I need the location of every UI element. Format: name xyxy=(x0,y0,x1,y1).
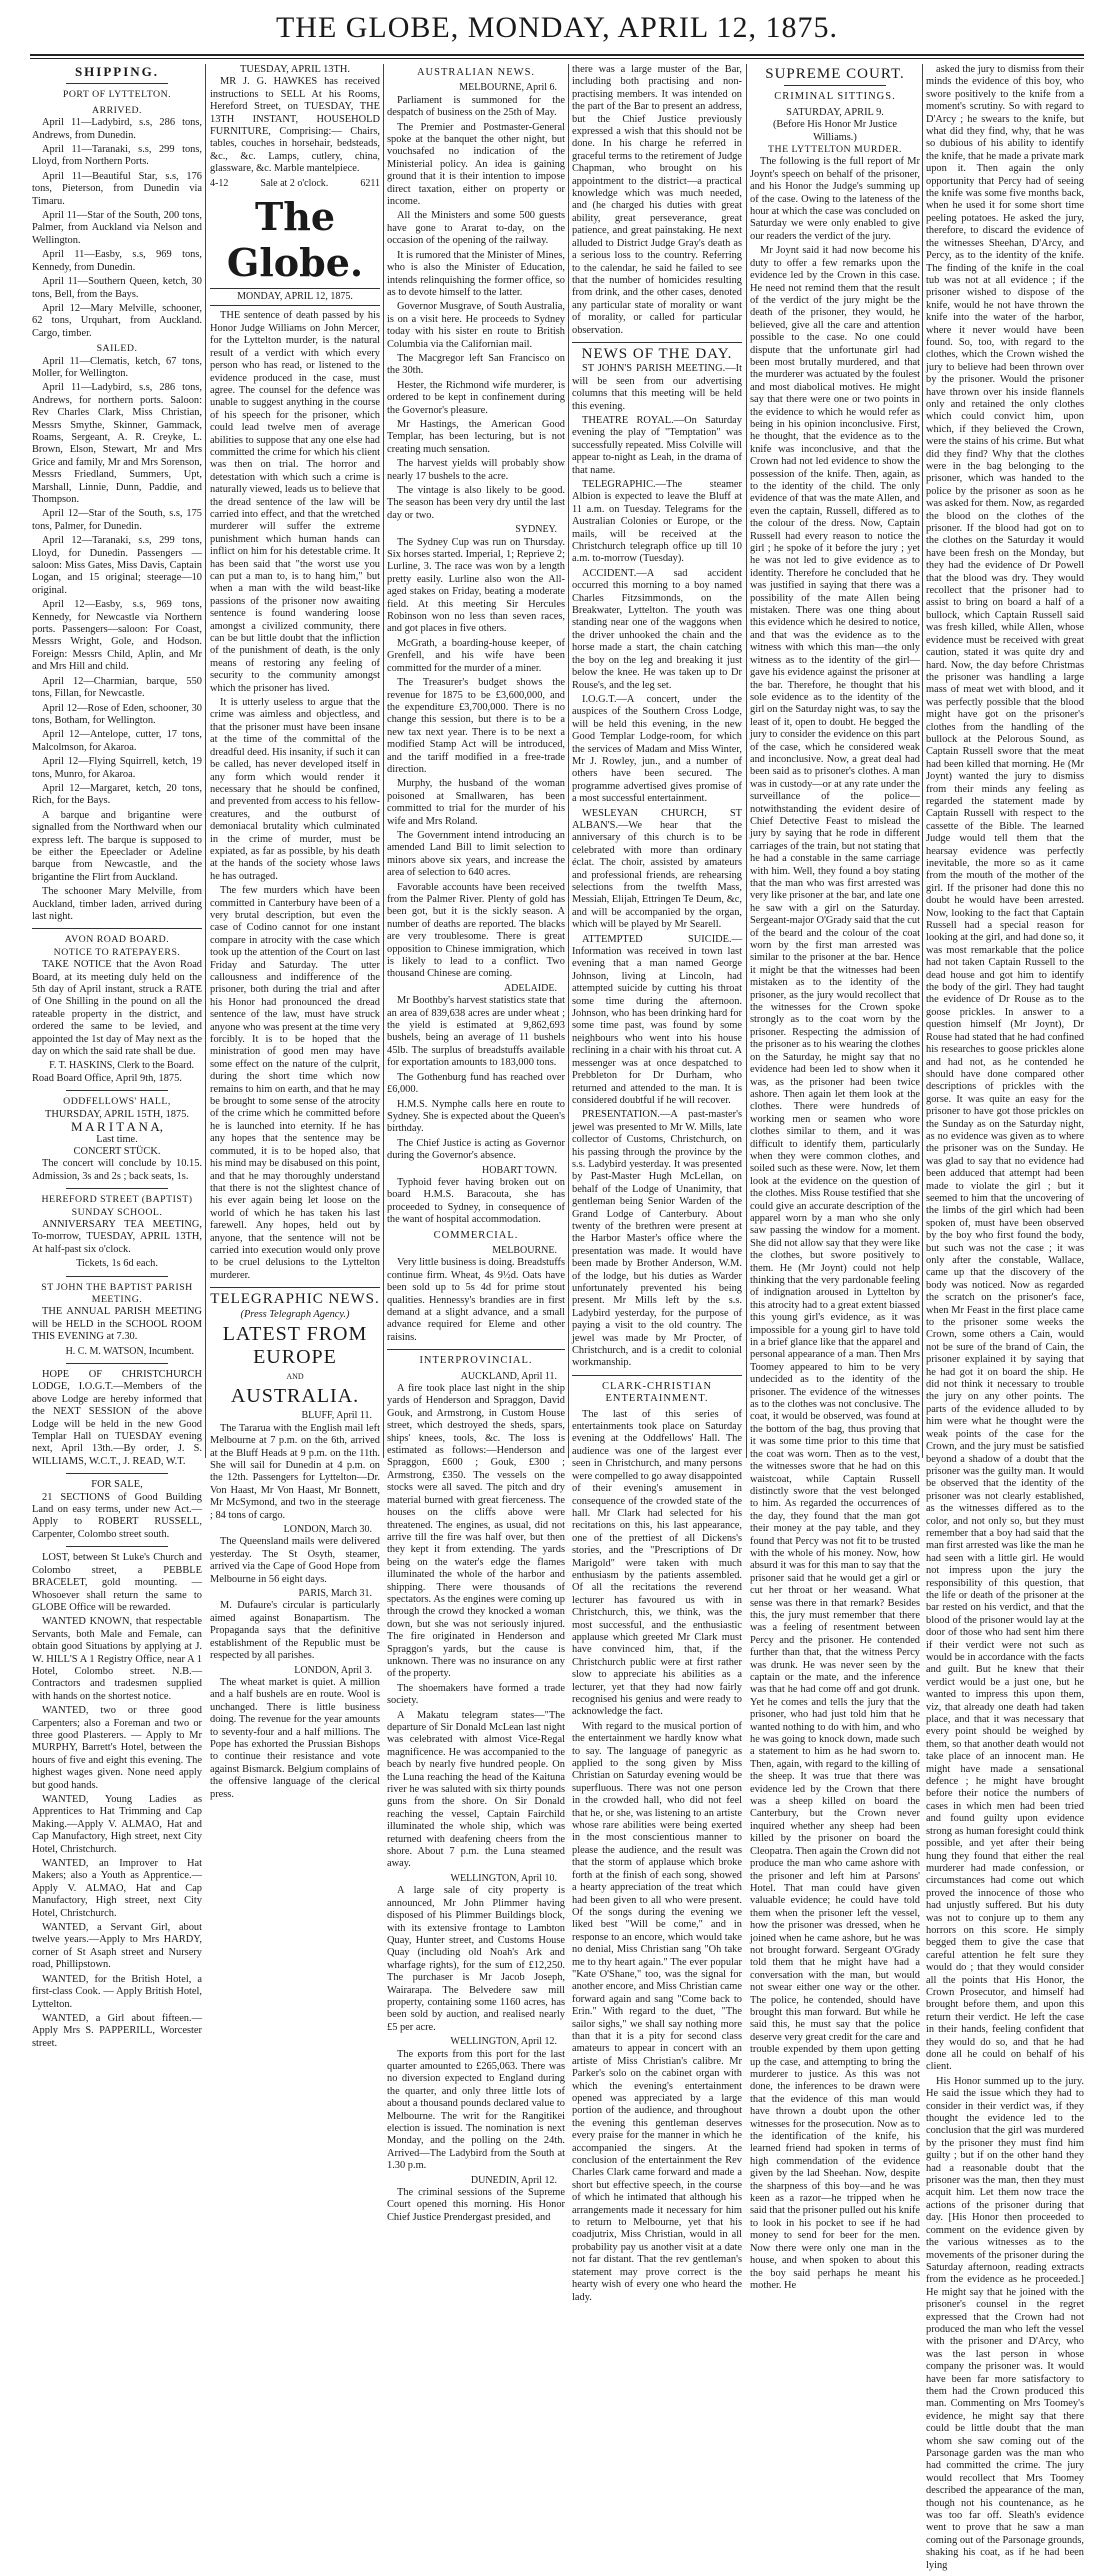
column-news-of-the-day xyxy=(572,64,742,2303)
dateline-melbourne: MELBOURNE, April 6. xyxy=(459,82,557,94)
wellington-report-2: The exports from this port for the last quarter amounted to £265,063. There was no diversion expected to England during the quarter, and only three little lots of about a thousand pounds declared value to Melbourne. The writ for the Rangitikei election is issued. The nomination is next Monday, and the polling on the 24th. Arrived—The Ladybird from the South at 1.30 p.m. xyxy=(387,2048,565,2172)
melbourne-reports xyxy=(387,95,565,522)
avon-subheading: NOTICE TO RATEPAYERS. xyxy=(53,946,181,958)
leader-paragraph: The few murders which have been committed in Canterbury have been of a very brutal description, but even the case of Codino cannot for one instant compare in atrocity with the case which took up the attention of the Court on last Friday and Saturday. The utter callousness and indifference of the prisoner, both during the trial and after his Honor had pronounced the dread sentence of the law, must have struck anyone who was present at the time very forcibly. It is to be hoped that the ministration of good men may have some effect on the nature of the culprit, during the short time which now remains to him on earth, and that he may be brought to some sense of the atrocity of the crime which he committed before he is launched into eternity. If he has any hopes that the sentence may be commuted, it is to be hoped also, that his mind may be disabused on this point, and that he may thoroughly understand that there is not the slightest chance of his ever again being let loose on the world of which he has taken his last farewell. Any hopes, held out by anyone, that the sentence will not be carried into execution would only prove to be cruel delusions to the Lyttelton murderer. xyxy=(210,885,380,1281)
case-heading: THE LYTTELTON MURDER. xyxy=(768,144,902,156)
arrival-entry: April 11—Star of the South, 200 tons, Palmer, from Auckland via Nelson and Wellington. xyxy=(32,210,202,246)
sydney-reports xyxy=(387,537,565,981)
stjohn-heading: ST JOHN THE BAPTIST PARISH MEETING. xyxy=(41,1281,193,1305)
dateline-wellington: WELLINGTON, April 10. xyxy=(450,1872,557,1884)
sailing-entry: April 12—Antelope, cutter, 17 tons, Malcolmson, for Akaroa. xyxy=(32,729,202,753)
court-paragraph: The following is the full report of Mr Joynt's speech on behalf of the prisoner, and his Honor the Judge's summing up of the case. Owing to the lateness of the hour at which the case was concluded on Saturday we were only enabled to give our readers the verdict of the jury. xyxy=(750,156,920,242)
london-report-2: The wheat market is quiet. A million and a half bushels are en route. Wool is unchanged. There is little business doing. The revenue for the year amounts to seventy-four and a half millions. The Pope has exhorted the Prussian Bishops to continue their resistance and vote against Bismarck. Belgium complains of the offensive language of the clerical press. xyxy=(210,1676,380,1800)
sydney-item: Murphy, the husband of the woman poisoned at Smallwaren, has been committed to trial for the murder of his wife and Mrs Roland. xyxy=(387,778,565,827)
leader-paragraph: THE sentence of death passed by his Honor Judge Williams on John Mercer, for the Lyttelton murder, is the natural result of a verdict with which every person who has read, or listened to the evidence produced in the case, must agree. The counsel for the defence was unable to suggest anything in the course of his speech for the prisoner, which could lead twelve men of average abilities to suppose that any one else had committed the crime for which his client was then on trial. The horror and detestation with which such a crime is naturally viewed, leads us to believe that the dread sentence of the law will be carried into effect, and that the wretched murderer will suffer the extreme punishment which human hands can inflict on him for his detestable crime. It has been said that "the worst use you can put a man to, is to hang him," but when a man with the wild beast-like passions of the prisoner now awaiting sentence is found wandering loose amongst a civilized community, there can be but little doubt that the infliction of the punishment of death, is the only means of restoring any feeling of security to the community amongst which the prisoner has lived. xyxy=(210,310,380,694)
melbourne-item: Governor Musgrave, of South Australia, is on a visit here. He proceeds to Sydney today with his sister en route to British Columbia via the Californian mail. xyxy=(387,301,565,350)
headline-and: AND xyxy=(286,1371,304,1381)
wanted-ad: WANTED, a Girl about fifteen.—Apply Mrs S. PAPPERILL, Worcester street. xyxy=(32,2012,202,2049)
dateline-bluff: BLUFF, April 11. xyxy=(301,1410,372,1422)
shipping-notes xyxy=(32,810,202,924)
globe-dateline: MONDAY, APRIL 12, 1875. xyxy=(210,288,380,306)
auction-date: TUESDAY, APRIL 13TH. xyxy=(240,64,350,75)
bluff-report: The Tararua with the English mail left Melbourne at 7 p.m. on the 6th, arrived at the Bluff Heads at 9 p.m. on the 11th. She will sail for Dunedin at 4 p.m. on the 12th. Passengers for Lyttelton—Dr. Von Haast, Mr Von Haast, Mr Bonnett, Mr McSymond, and two in the steerage ; 84 tons of cargo. xyxy=(210,1422,380,1521)
arrived-list xyxy=(32,117,202,340)
arrival-entry: April 11—Taranaki, s.s, 299 tons, Lloyd, from Northern Ports. xyxy=(32,144,202,168)
news-item: THEATRE ROYAL.—On Saturday evening the play of "Temptation" was successfully repeated. Miss Colville will appear to-night as Leah, in the drama of that name. xyxy=(572,414,742,476)
hobart-report: Typhoid fever having broken out on board H.M.S. Baracouta, she has proceeded to Sydney, in consequence of the want of hospital accommodation. xyxy=(387,1176,565,1226)
telegraphic-heading: TELEGRAPHIC NEWS. xyxy=(210,1291,380,1308)
arrival-entry: April 11—Easby, s.s, 969 tons, Kennedy, from Dunedin. xyxy=(32,249,202,273)
dateline-wellington-2: WELLINGTON, April 12. xyxy=(450,2036,557,2048)
adelaide-reports xyxy=(387,995,565,1162)
stjohn-notice: THE ANNUAL PARISH MEETING will be HELD in the SCHOOL ROOM THIS EVENING at 7.30. xyxy=(32,1306,202,1343)
auction-footer xyxy=(210,178,380,190)
wanted-ad: WANTED, an Improver to Hat Makers; also a Youth as Apprentice.—Apply V. ALMAO, Hat and Cap Manufactory, High street, next City Hotel, Christchurch. xyxy=(32,1858,202,1919)
headline-australia: AUSTRALIA. xyxy=(230,1385,360,1408)
globe-nameplate: The Globe. xyxy=(226,194,364,286)
melbourne-item: Hester, the Richmond wife murderer, is ordered to be kept in confinement during the Governor's pleasure. xyxy=(387,379,565,416)
wanted-ad: WANTED, Young Ladies as Apprentices to Hat Trimming and Cap Making.—Apply V. ALMAO, Hat and Cap Manufactory, High street, next City Hotel, Christchurch. xyxy=(32,1794,202,1855)
arrival-entry: April 11—Ladybird, s.s, 286 tons, Andrews, from Dunedin. xyxy=(32,117,202,141)
avon-heading: AVON ROAD BOARD. xyxy=(64,934,170,946)
news-items xyxy=(572,363,742,1370)
divider xyxy=(66,1473,168,1474)
concert-notice: The concert will conclude by 10.15. Admission, 3s and 2s ; back seats, 1s. xyxy=(32,1158,202,1182)
auckland-report-3: A Makatu telegram states—"The departure of Sir Donald McLean last night was celebrated with almost Vice-Regal magnificence. He was accompanied to the beach by nearly five hundred people. On the Luna reaching the head of the Kaituna river he was saluted with six thirty pounds guns from the shore. On Sir Donald reaching the vessel, Captain Fairchild illuminated the whole ship, which was returned with deafening cheers from the shore. About 7 p.m. the Luna steamed away. xyxy=(387,1709,565,1870)
shipping-note: The schooner Mary Melville, from Auckland, timber laden, arrived during last night. xyxy=(32,886,202,922)
dunedin-continued: there was a large muster of the Bar, including both practising and non-practising members. It was intended on the part of the Bar to present an address, but the Chief Justice previously expressed a wish that this should not be done. In his charge he referred in graceful terms to the retirement of Judge Chapman, who brought on his appointment to the district—a practical knowledge which was much needed, and (he charged his duties with great ability, great perseverance, great patience, and great painstaking. He next alluded to District Judge Gray's death as a serious loss to the country. Referring to the calendar, he said he failed to see that the number of homicides resulting from drink, and the other cases, denoted any particular state of morality or want of morality, or called for particular observation. xyxy=(572,64,742,336)
maritana-title: M A R I T A N A, xyxy=(71,1119,163,1135)
adelaide-item: The Chief Justice is acting as Governor during the Governor's absence. xyxy=(387,1137,565,1162)
news-item: ST JOHN'S PARISH MEETING.—It will be seen from our advertising columns that this meeting will be held this evening. xyxy=(572,363,742,412)
dateline-paris: PARIS, March 31. xyxy=(298,1588,372,1600)
avon-office: Road Board Office, April 9th, 1875. xyxy=(32,1072,182,1084)
auckland-report: A fire took place last night in the ship yards of Henderson and Spraggon, David Gouk, and Armstrong, in Custom House street, which destroyed the sheds, spars, ships' knees, tools, &c. The loss is estimated as follows:—Henderson and Spraggon, £600 ; Gouk, £300 ; Armstrong, £350. The vessels on the stocks were all saved. The pitch and dry material burned with great fierceness. The houses on the cliffs above were threatened. The engines, as usual, did not arrive till the fire was half over, but then they kept it from extending. The yards being on the water's edge the flames illuminated the whole of the harbor and shipping. There were thousands of spectators. As the engines were coming up through the crowd they knocked a woman down, but she was not seriously injured. The fire originated in Henderson and Spraggon's yards, but the cause is unknown. There was no insurance on any of the property. xyxy=(387,1383,565,1680)
sailed-heading: SAILED. xyxy=(96,343,138,355)
melbourne-item: The vintage is also likely to be good. The season has been very dry until the last day or two. xyxy=(387,485,565,521)
court-report-continued xyxy=(926,64,1084,2572)
stjohn-signature: H. C. M. WATSON, Incumbent. xyxy=(65,1345,194,1357)
port-heading: PORT OF LYTTELTON. xyxy=(62,89,172,101)
melbourne-item: The harvest yields will probably show nearly 17 bushels to the acre. xyxy=(387,458,565,482)
column-australian-news xyxy=(387,64,565,2223)
divider xyxy=(572,1375,742,1376)
leader-article xyxy=(210,310,380,1282)
shipping-heading: SHIPPING. xyxy=(74,64,160,79)
sale-notice: 21 SECTIONS of Good Building Land on easy terms, under new Act.—Apply to ROBERT RUSSELL, Carpenter, Colombo street south. xyxy=(32,1491,202,1540)
commercial-heading: COMMERCIAL. xyxy=(433,1229,519,1241)
arrival-entry: April 11—Beautiful Star, s.s, 176 tons, Pieterson, from Dunedin via Timaru. xyxy=(32,170,202,207)
column-shipping xyxy=(32,64,202,2049)
column-divider xyxy=(205,64,206,1458)
news-item: ATTEMPTED SUICIDE.—Information was received in town last evening that a man named George Johnson, living at Lincoln, had attempted suicide by cutting his throat some time during the afternoon. Johnson, who has been drinking hard for some time past, was found by some neighbours who went into his house reclining in a chair with his throat cut. A messenger was at once despatched to Prebbleton for Dr Durham, who returned and attended to the man. It is considered doubtful if he will recover. xyxy=(572,933,742,1106)
paris-report: M. Dufaure's circular is particularly aimed against Bonapartism. The Propaganda says that the definitive establishment of the Republic must be respected by all parishes. xyxy=(210,1600,380,1662)
news-item: WESLEYAN CHURCH, ST ALBAN'S.—We hear that the anniversary of this church is to be celebrated with more than ordinary éclat. The choir, assisted by amateurs and professional friends, are rehearsing selections from the twelfth Mass, Messiah, Elijah, Ettringen Te Deum, &c, and will be accompanied by the organ, which will be played by Mr Searell. xyxy=(572,807,742,931)
divider xyxy=(66,83,168,84)
melbourne-item: The Premier and Postmaster-General spoke at the banquet the other night, but vouchsafed no indication of the Ministerial policy. An idea is gaining ground that it is their intention to impose direct taxation, either on property or income. xyxy=(387,121,565,208)
dateline-london: LONDON, March 30. xyxy=(283,1524,372,1536)
wanted-ad: WANTED KNOWN, that respectable Servants, both Male and Female, can obtain good Situations by applying at J. W. HILL'S A 1 Registry Office, near A 1 Hotel, Colombo street. N.B.—Contractors and tradesmen supplied with hands on the shortest notice. xyxy=(32,1616,202,1702)
sailing-entry: April 11—Clematis, ketch, 67 tons, Moller, for Wellington. xyxy=(32,355,202,379)
court-report xyxy=(750,156,920,2292)
avon-signature: F. T. HASKINS, Clerk to the Board. xyxy=(49,1060,194,1072)
dateline-adelaide: ADELAIDE. xyxy=(503,982,557,994)
dateline-sydney: SYDNEY. xyxy=(515,524,557,536)
sittings-heading: CRIMINAL SITTINGS. xyxy=(774,91,896,103)
auction-ref: 4-12 xyxy=(210,177,229,189)
auction-number: 6211 xyxy=(360,177,380,189)
auction-time: Sale at 2 o'clock. xyxy=(260,177,329,189)
clark-paragraph: With regard to the musical portion of the entertainment we hardly know what to say. The language of panegyric as applied to the song given by Miss Christian on Saturday evening would be superfluous. There was not one person in the crowded hall, who did not feel that he, or she, was listening to an artiste whose rare abilities were being exerted in the most conscientious manner to please the audience, and the result was that the storm of applause which broke forth at the finish of each song, showed a hearty appreciation of the treat which had been given to all who were present. Of the songs during the evening we liked best "Will be come," and in response to an encore, which would take no denial, Miss Christian sang "Oh take me to thy heart again." The ever popular "Kate O'Shane," too, was the signal for another encore, and Miss Christian came forward again and sang "Come back to Erin." With regard to the duet, "The sailor sighs," we shall say nothing more than that it is a pity for second class amateurs to appear in concert with an artiste of Miss Christian's calibre. Mr Parker's solo on the cabinet organ with which the evening's entertainment opened was appreciated by a large portion of the audience, and throughout the evening this gentleman deserves every praise for the manner in which he accompanied the singers. At the conclusion of the entertainment the Rev Charles Clark came forward and made a short but effective speech, in the course of which he intimated that although his arrangements made it necessary for him to return to Melbourne, yet that his coadjutrix, Miss Christian, would in all probability pay us another visit at a date not far distant. That the rev gentleman's statement may prove correct is the hearty wish of every one who heard the lady. xyxy=(572,1720,742,2303)
agency-credit: (Press Telegraph Agency.) xyxy=(240,1308,350,1320)
wanted-list xyxy=(32,1616,202,2050)
for-sale-heading: FOR SALE, xyxy=(91,1479,143,1491)
dunedin-report: The criminal sessions of the Supreme Court opened this morning. His Honor Chief Justice Prendergast presided, and xyxy=(387,2187,565,2223)
dateline-dunedin: DUNEDIN, April 12. xyxy=(470,2174,557,2186)
dateline-auckland: AUCKLAND, April 11. xyxy=(460,1370,557,1382)
adelaide-item: The Gothenburg fund has reached over £6,000. xyxy=(387,1071,565,1096)
commercial-report: Very little business is doing. Breadstuffs continue firm. Wheat, 4s 9½d. Oats have been sold up to 5s 4d for prime stout qualities. Hennessy's brandies are in first demand at a slight advance, and a small advance required for Eleme and other raisins. xyxy=(387,1257,565,1343)
clark-paragraph: The last of this series of entertainments took place on Saturday evening at the Oddfellows' Hall. The audience was one of the largest ever seen in Christchurch, and many persons were compelled to go away disappointed of their evening's amusement in consequence of the crowded state of the hall. Mr Clark had selected for his recitations on this, his last appearance, one of the prettiest of all Dickens's stories, and the "Prescriptions of Dr Marigold" were taken with much enthusiasm by the patients assembled. Of all the recitations the reverend lecturer has favoured us with in Christchurch, this, we think, was the most successful, and the enthusiastic applause which greeted Mr Clark must have convinced him, that, if the Christchurch public were at first rather slow to appreciate his abilities as a lecturer, yet that they had now fairly recognised his genius and were ready to acknowledge the fact. xyxy=(572,1408,742,1718)
dateline-commercial: MELBOURNE. xyxy=(492,1244,557,1256)
oddfellows-date: THURSDAY, APRIL 15TH, 1875. xyxy=(45,1108,189,1120)
auckland-report-2: The shoemakers have formed a trade society. xyxy=(387,1682,565,1707)
divider xyxy=(66,1363,168,1364)
sailing-entry: April 12—Star of the South, s.s, 175 tons, Palmer, for Dunedin. xyxy=(32,508,202,532)
masthead-rule-thin xyxy=(30,58,1084,59)
arrival-entry: April 11—Southern Queen, ketch, 30 tons, Bell, from the Bays. xyxy=(32,276,202,300)
masthead-title: THE GLOBE, MONDAY, APRIL 12, 1875. xyxy=(275,11,839,44)
column-divider xyxy=(922,64,923,1458)
sailing-entry: April 12—Charmian, barque, 550 tons, Fillan, for Newcastle. xyxy=(32,675,202,700)
column-globe-leader xyxy=(210,64,380,1800)
divider xyxy=(32,928,202,929)
arrival-entry: April 12—Mary Melville, schooner, 62 tons, Urquhart, from Auckland. Cargo, timber. xyxy=(32,302,202,339)
headline-europe: LATEST FROM EUROPE xyxy=(222,1322,368,1368)
divider xyxy=(66,1188,168,1189)
leader-paragraph: It is utterly useless to argue that the crime was aimless and objectless, and that the prisoner must have been insane at the time of the committal of the dreadful deed. His insanity, if such it can be called, has never developed itself in any form which would render it necessary that he should be confined, and prevented from access to his fellow-creatures, and the outburst of demoniacal brutality which culminated in the crime of murder, must be expiated, as far as possible, by his death at the hands of the society whose laws he has outraged. xyxy=(210,697,380,882)
shipping-note: A barque and brigantine were signalled from the Northward when our express left. The barque is supposed to be either the Epeeclader or Adeline barque from Newcastle, and the brigantine the Flirt from Auckland. xyxy=(32,809,202,883)
clark-heading: CLARK-CHRISTIAN ENTERTAINMENT. xyxy=(601,1380,713,1405)
divider xyxy=(66,1546,168,1547)
divider xyxy=(784,85,886,86)
melbourne-item: Mr Hastings, the American Good Templar, has been lecturing, but is not creating much sensation. xyxy=(387,418,565,455)
sailing-entry: April 12—Flying Squirrell, ketch, 19 tons, Munro, for Akaroa. xyxy=(32,756,202,780)
column-divider xyxy=(746,64,747,1458)
court-paragraph: His Honor summed up to the jury. He said the issue which they had to consider in their verdict was, if they thought the evidence led to the conclusion that the girl was murdered by the prisoner they must find him guilty ; but if on the other hand they had a reasonable doubt that the prisoner was the man, then they must acquit him. Let them now trace the actions of the prisoner during that day. [His Honor then proceeded to comment on the evidence given by the various witnesses as to the movements of the prisoner during the Saturday afternoon, reading extracts from the evidence as he proceeded.] He might say that he joined with the prisoner's counsel in the regret expressed that the Crown had not produced the man who left the vessel with the prisoner and D'Arcy, who was the last person in whose company the prisoner was. It would have been far more satisfactory to them had the Crown produced this man. Commenting on Mrs Toomey's evidence, he might say that there could be little doubt that the man whom she saw coming out of the Parsonage garden was the man who had committed the crime. The jury would recollect that Mrs Toomey described the appearance of the man, though not his countenance, as he was too far off. Sleath's evidence went to prove that he saw a man coming out of the Parsonage grounds, shaking his coat, as if he had been lying xyxy=(926,2075,1084,2571)
sailing-entry: April 11—Ladybird, s.s, 286 tons, Andrews, for northern ports. Saloon: Rev Charles Clark, Miss Christian, Messrs Smythe, Skinner, Gammack, Roams, Sergeant, A. R. Creyke, L. Brown, Elson, Stewart, Mr and Mrs Grice and family, Mr and Mrs Sorenson, Messrs Friedland, Summers, Upt, Marshall, Linnie, Dunn, Paddie, and Thompson. xyxy=(32,382,202,505)
dateline-london-2: LONDON, April 3. xyxy=(294,1664,372,1676)
auction-notice: MR J. G. HAWKES has received instructions to SELL At his Rooms, Hereford Street, on TUESDAY, THE 13TH INSTANT, HOUSEHOLD FURNITURE, Comprising:— Chairs, tables, couches in horsehair, bedsteads, &c., &c. Lamps, cutlery, china, glassware, &c. Marble mantelpiece. xyxy=(210,76,380,175)
column-court-continued xyxy=(926,64,1085,2571)
sailing-entry: April 12—Rose of Eden, schooner, 30 tons, Botham, for Wellington. xyxy=(32,702,202,726)
melbourne-item: The Macgregor left San Francisco on the 30th. xyxy=(387,352,565,377)
london-report: The Queensland mails were delivered yesterday. The St Osyth, steamer, arrived via the Cape of Good Hope from Melbourne in 56 eight days. xyxy=(210,1536,380,1585)
melbourne-item: All the Ministers and some 500 guests have gone to Ararat to-day, on the occasion of the opening of the railway. xyxy=(387,210,565,247)
hereford-tickets: Tickets, 1s 6d each. xyxy=(76,1258,158,1270)
arrived-heading: ARRIVED. xyxy=(92,104,142,116)
sydney-item: The Sydney Cup was run on Thursday. Six horses started. Imperial, 1; Reprieve 2; Lurline, 3. The race was won by a length pretty easily. Lurline also won the All-aged stakes on Friday, beating a moderate field. At this meeting Sir Hercules Robinson won no less than seven races, and got places in five others. xyxy=(387,536,565,635)
divider xyxy=(572,342,742,343)
last-time: Last time. xyxy=(96,1133,138,1145)
divider xyxy=(387,1349,565,1350)
adelaide-item: Mr Boothby's harvest statistics state that an area of 839,638 acres are under wheat ; the yield is estimated at 9,862,693 bushels, being an average of 11 bushels 45lb. The surplus of breadstuffs available for exportation amounts to 183,000 tons. xyxy=(387,995,565,1069)
news-item: TELEGRAPHIC.—The steamer Albion is expected to leave the Bluff at 11 a.m. on Tuesday. Telegrams for the Australian Colonies or Europe, or the mails, will be received at the Christchurch telegraph office up till 10 a.m. to-morrow (Tuesday). xyxy=(572,479,742,565)
australian-heading: AUSTRALIAN NEWS. xyxy=(416,67,536,78)
wanted-ad: WANTED, a Servant Girl, about twelve years.—Apply to Mrs HARDY, corner of St Asaph street and Nursery road, Phillipstown. xyxy=(32,1922,202,1971)
sailed-list xyxy=(32,356,202,808)
sailing-entry: April 12—Easby, s.s, 969 tons, Kennedy, for Newcastle via Northern ports. Passengers—saloon: For Coast, Messrs Wright, Gole, and Hodson. Foreign: Messrs Child, Aplin, and Mr and Mrs Hill and child. xyxy=(32,599,202,673)
column-supreme-court xyxy=(750,64,920,2291)
sydney-item: The Treasurer's budget shows the revenue for 1875 to be £3,600,000, and the expenditure £3,700,000. There is no change this session, but there is to be a new tax next year. There is to be next a modified Stamp Act will be introduced, and the tariff modified in a free-trade direction. xyxy=(387,677,565,775)
news-heading: NEWS OF THE DAY. xyxy=(581,345,733,362)
lost-notice: LOST, between St Luke's Church and Colombo street, a PEBBLE BRACELET, gold mounting. — Whosoever shall return the same to GLOBE Office will be rewarded. xyxy=(32,1552,202,1613)
news-item: ACCIDENT.—A sad accident occurred this morning to a boy named Charles Fitzsimmonds, on the Breakwater, Lyttelton. The youth was standing near one of the waggons when the driver unhooked the chain and the horse made a start, the chain catching the boy on the leg and breaking it just below the knee. He was taken up to Dr Rouse's, and the leg set. xyxy=(572,567,742,691)
column-divider xyxy=(568,64,569,1458)
wanted-ad: WANTED, for the British Hotel, a first-class Cook. — Apply British Hotel, Lyttelton. xyxy=(32,1973,202,2010)
dateline-hobart: HOBART TOWN. xyxy=(482,1164,557,1176)
avon-notice: TAKE NOTICE that the Avon Road Board, at its meeting duly held on the 5th day of April instant, struck a RATE of One Shilling in the pound on all the rateable property in the district, and ordered the same to be levied, and appointed the 1st day of May next as the day on which the said rate shall be due. xyxy=(32,959,202,1058)
hereford-notice: ANNIVERSARY TEA MEETING, To-morrow, TUESDAY, APRIL 13TH, At half-past six o'clock. xyxy=(32,1218,202,1255)
sailing-entry: April 12—Margaret, ketch, 20 tons, Rich, for the Bays. xyxy=(32,782,202,807)
hereford-heading: HEREFORD STREET (BAPTIST) SUNDAY SCHOOL. xyxy=(41,1194,193,1218)
interprovincial-heading: INTERPROVINCIAL. xyxy=(419,1355,533,1367)
lodge-notice: HOPE OF CHRISTCHURCH LODGE, I.O.G.T.—Members of the above Lodge are hereby informed that the NEXT SESSION of the above Lodge will be held in the new Good Templar Hall on TUESDAY evening next, April 13th.—By order, J. S. WILLIAMS, W.C.T., J. READ, W.T. xyxy=(32,1369,202,1467)
sydney-item: The Government intend introducing an amended Land Bill to limit selection to minors above six years, and increase the area of selection to 640 acres. xyxy=(387,829,565,879)
court-paragraph: Mr Joynt said it had now become his duty to offer a few remarks upon the evidence led by the Crown in this case. He need not remind them that the result of the verdict of the jury might be the death of the prisoner, they would, he believed, give all the care and attention possible to the case. No one could dispute that the unfortunate girl had been most brutally murdered, and that the murderer was actuated by the foulest and most diabolical motives. He might say that there were one or two points in the evidence to which he would refer as being in his opinion inconclusive. First, he thought, that the evidence as to the knife was inconclusive, and that the Crown had not led evidence to show the possession of the knife. Then, again, as to the identity of the child. The only evidence of that was the mate Allen, and even the captain, Russell, differed as to the colour of the dress. Now, Captain Russell had every reason to notice the girl ; he spoke of it before the jury ; yet he was not led to give evidence as to identity. Therefore he concluded that he was justified in saying that there was a possibility of the mate Allen being mistaken. There was one thing about this evidence which he desired to notice, and that was the evidence as to the witness with which this man—the only witness as to the identity of the girl—gave his evidence against the prisoner at the bar. Therefore, he thought that his sole evidence as to the identity of the girl on the Saturday night was, to say the least of it, open to doubt. He begged the jury to consider the evidence on this part of the case, which he considered weak and inconclusive. Now, a great deal had been said as to prisoner's clothes. A man was in custody—or at any rate under the surveillance of the police—notwithstanding the evident desire of Chief Detective Feast to mislead the jury by saying that he rode in different carriages of the train, but not stating that he had a constable in the same carriage with him. Well, they found a boy stating that the man who was first arrested was very like prisoner at the bar, and late one he saw with a girl on the Saturday. Sergeant-major O'Grady said that the cut of the beard and the colour of the coat worn by the first man arrested was similar to the prisoner at the bar. Hence it might be that the witnesses had been mistaken as to the identity of the prisoner, as the jury would recollect that the witnesses for the Crown spoke strongly as to the coat worn by the prisoner. Respecting the admission of the prisoner as to his wearing the clothes on the Saturday, he might say that no evidence had been led to show when it was, as the prisoner had been twice ashore. Then again let them look at the clothes. There were hundreds of working men or seamen who wore clothes similar to them, and it was difficult to identify them, particularly when they were common clothes, and soiled such as these were. Now, let them look at the evidence on the question of the clothes. Miss Rouse testified that she could give an accurate description of the apparel worn by a man who she only saw passing the window for a moment. She did not allow say that they were like the clothes, but swore positively to them. He (Mr Joynt) could not help thinking that the very pardonable feeling of indignation aroused in Lyttelton by this atrocity had to a great extent biassed this young girl's evidence, as it was impossible for a young girl to have told in a brief glance like that the apparel and personal appearance of a man. Then Mrs Toomey appeared to him to be very undecided as to the identity of the prisoner. The evidence of the witnesses as to the clothes was not conclusive. The coat, it would be observed, was found at the bottom of the bag, thus proving that it was some time prior to this time that the coat was worn. Then as to the vest, the witnesses swore that he had on this waistcoat, while Captain Russell distinctly swore that the vest belonged to him. As regarded the occurrences of the day, they found that the man got their money at the pay table, and they found that Percy was not fit to be trusted with the whole of his money. Now, how absurd it was for this man to say that the prisoner said that he would get a girl or cut her throat or her weasand. What sense was there in that remark? Besides this, the jury must remember that there was a feeling of resentment between Percy and the prisoner. He contended further than that, that the witness Percy was drunk. He was never seen by the captain or the mate, and the inference was that he had come off and got drunk. Yet he comes and tells the jury that the prisoner, who had just told him that he wanted nothing to do with him, and who he was going to knock down, made such a statement to him as he had sworn to. Then, again, with regard to the killing of the sheep. It was true that there was evidence led by the Crown that there was a sheep killed on board the Canterbury, but the Crown never inquired whether any sheep had been killed by the prisoner on board the Cleopatra. Then again the Crown did not produce the man who came ashore with the prisoner and left him at Parsons' Hotel. That man could have given valuable evidence; he could have told them when the prisoner left the vessel, how the prisoner was dressed, when he joined when he came ashore, but he was not brought forward. Sergeant O'Grady told them that he might have had a conversation with the man, but would not swear either one way or the other. The police, he contended, should have brought this man forward. But while he said this, he must say that the police deserve very great credit for the care and trouble expended by them upon getting up the case, and attempting to bring the murderer to justice. As this was not done, the inferences to be drawn were that the evidence of this man would have thrown a doubt upon the other witnesses for the prosecution. Now as to the identification of the knife, his learned friend had spoken in terms of high commendation of the evidence given by the lad Sheehan. Now, despite the sharpness of this boy—and he was keen as a razor—he tripped when he said that the prisoner pulled out his knife to look in his pocket to see if he had money to send for beer for the men. Now there were only one man in the house, and when spoken to about this the boy said perhaps he meant his mother. He xyxy=(750,245,920,2291)
clark-review xyxy=(572,1409,742,2304)
sailing-entry: April 12—Taranaki, s.s, 299 tons, Lloyd, for Dunedin. Passengers — saloon: Miss Gates, Miss Davis, Captain Logan, and 15 original; steerage—10 original. xyxy=(32,535,202,596)
concert-heading: CONCERT STÜCK. xyxy=(73,1145,161,1157)
melbourne-item: Parliament is summoned for the despatch of business on the 25th of May. xyxy=(387,94,565,119)
column-divider xyxy=(383,64,384,1458)
divider xyxy=(66,1276,168,1277)
divider xyxy=(210,1287,380,1288)
wellington-report: A large sale of city property is announced, Mr John Plimmer having disposed of his Plimmer Buildings block, with its extensive frontage to Lambton Quay, Hunter street, and Customs House Quay (including old Noah's Ark and wharfage rights), for the sum of £12,250. The purchaser is Mr Jacob Joseph, Wairarapa. The Belvedere saw mill property, containing some 1160 acres, has been sold by auction, and realised nearly £5 per acre. xyxy=(387,1885,565,2033)
news-item: I.O.G.T.—A concert, under the auspices of the Southern Cross Lodge, will be held this evening, in the new Good Templar Lodge-room, for which the services of Madam and Miss Winter, Mr J. Rowley, jun., and a number of others have been secured. The programme advertised gives promise of a most successful entertainment. xyxy=(572,693,742,805)
oddfellows-heading: ODDFELLOWS' HALL, xyxy=(63,1096,171,1108)
court-date: SATURDAY, APRIL 9. xyxy=(786,106,884,118)
court-judge: (Before His Honor Mr Justice Williams.) xyxy=(772,119,898,143)
court-paragraph: asked the jury to dismiss from their minds the evidence of this boy, who swore positively to the knife from a moment's scrutiny. So with regard to D'Arcy ; he swears to the knife, but what did they find, why, that he was so dubious of his ability to identify the knife, that he made a private mark upon it. Then again the only opportunity that Percy had of seeing the knife was some five months back, when he used it for some short time peeling potatoes. He asked the jury, therefore, to discard the evidence of the witnesses Sheehan, D'Arcy, and Percy, as to the identity of the knife. The finding of the knife in the coal tub was not at all evidence ; if the prisoner wished to dispose of the knife, would he not have thrown the knife into the water of the harbor, where it never would have been found. So, too, with regard to the clothes, which the Crown wished the jury to believe had been thrown over by the prisoner. Would the prisoner have thrown over his inside flannels only and retained the only clothes which could convict him, upon which, if they believed the Crown, were the stains of his crime. But what did they find? Why that the clothes were in the bag belonging to the prisoner, which was handed to the police by the prisoner as soon as he was asked for them. Now, as regarded the blood on the clothes of the prisoner. If the blood had got on to the clothes on the Saturday it would have been fresh on the Monday, but they had the evidence of Dr Powell that the blood was dry. They would recollect that the prisoner had to assist to bring on board a half of a bullock, which Captain Russell said was fresh killed, while Allen, whose evidence must be received with great caution, stated it was quite dry and hard. Now, the day before Christmas the prisoner was handling a large mass of meat wet with blood, and it was perfectly possible that the blood might have got on the prisoner's clothes from the handling of the bullock at the Pelorous Sound, as Captain Russell swore that the meat had been killed that morning. He (Mr Joynt) wanted the jury to dismiss from their minds any feeling as regarded the statement made by Captain Russell with respect to the cassette of the Bible. The learned Judge would tell them that the hearsay evidence was perfectly inevitable, the more so as it came from the mouth of the mother of the girl. If the prisoner had done this no doubt he would have been arrested. Now, looking to the fact that Captain Russell had a special reason for looking at the girl, and had done so, it was most remarkable that the police had not taken Captain Russell to the dead house and got him to identify the body of the girl. They had taught the evidence of Dr Rouse as to the goose prickles. In answer to a question himself (Mr Joynt), Dr Rouse had stated that he had confined his researches to goose prickles alone and had not, as he contended he should have done compared other descriptions of prickles with the gorse. It was quite an easy for the prisoner to have got those prickles on the Sunday as on the Saturday night, as no evidence was given as to where the prisoner was on the Sunday. He was glad to say that no evidence had been adduced that attempt had been made to violate the girl ; but it seemed to him that the uncovering of the limbs of the girl which had been spoken of, must have been observed by the boy who first found the body, but such was not the case ; it was only after the constable, Wallace, came up that the discovery of the body was noticed. Now as regarded the scratch on the prisoner's face, when Mr Feast in the first place came to the prisoner some weeks the Crown, some others a Cain, would not be sure of the brand of Cain, the prisoner explained it by saying that he had got it on board the ship. He did not think it necessary to trouble the jury on any other points. The parts of the evidence alluded to by him were what he thought were the weak points of the case for the Crown, and the jury must be satisfied beyond a shadow of a doubt that the prisoner was the guilty man. It would be observed that the identity of the prisoner was not clearly established, as the witnesses differed as to the color, and not only so, but they must remember that a boy had said that the man first arrested was like the man he had seen with a little girl. He would not impress upon the jury the responsibility of this question, that the life or death of the prisoner at the bar rested on his verdict, and that the blood of the prisoner would lay at the door of those who had sent him there if their verdict were not such as would be in accordance with the facts and guilt. But he knew that their verdict would be a just one, but he wanted to impress this upon them, viz, that already one death had taken place, and that it was necessary that every point should be weighed by them, so that another death would not take place of an innocent man. He might have made a sensational defence ; he might have brought before their notice the numbers of cases in which men had been tried and found guilty upon evidence strong as human foresight could think possible, and yet after their being hung they found that either the real murderer had made confession, or circumstances had come out which proved the innocence of those who had unjustly suffered. But his duty was not to conjure up to them any horrors on this score. He simply begged them to give the case that careful attention he felt sure they would do ; that they would consider all the points that His Honor, the Crown Prosecutor, and himself had brought before them, and upon this return their verdict. He left the case in their hands, feeling confident that they would do so, and that he had done all he could on behalf of his client. xyxy=(926,64,1085,2073)
masthead-rule xyxy=(30,54,1084,56)
sydney-item: Favorable accounts have been received from the Palmer River. Plenty of gold has been got, but it is the sickly season. A number of deaths are reported. The blacks are very troublesome. There is great opposition to Chinese immigration, which is likely to lead to a conflict. Two thousand Chinese are coming. xyxy=(387,881,565,980)
news-item: PRESENTATION.—A past-master's jewel was presented to Mr W. Mills, late collector of Customs, Christchurch, on his passing through the province by the s.s. Ladybird yesterday. It was presented by Past-Master Hugh McLellan, on behalf of the Lodge of Unanimity, that gentleman being Senior Warden of the Grand Lodge of Canterbury. About twenty of the brethren were present at the Harbor Master's office where the presentation was made. It would have been made by Brother Anderson, W.M. of the lodge, but his duties as Warder unfortunately prevented his being present. Mr Mills left by the s.s. Ladybird yesterday, for the purpose of paying a visit to the old country. The jewel was made by Mr Procter, of Christchurch, and is a credit to colonial workmanship. xyxy=(572,1109,742,1369)
masthead xyxy=(30,8,1084,48)
melbourne-item: It is rumored that the Minister of Mines, who is also the Minister of Education, intends relinquishing the former office, so as to devote himself to the latter. xyxy=(387,249,565,298)
adelaide-item: H.M.S. Nymphe calls here en route to Sydney. She is expected about the Queen's birthday. xyxy=(387,1098,565,1135)
supreme-heading: SUPREME COURT. xyxy=(765,66,905,82)
wanted-ad: WANTED, two or three good Carpenters; also a Foreman and two or three good Plasterers. — Apply to Mr MURPHY, Barrett's Hotel, between the hours of five and eight this evening. The highest wages given. None need apply but good hands. xyxy=(32,1705,202,1791)
sydney-item: McGrath, a boarding-house keeper, of Grenfell, and his wife have been committed for the murder of a miner. xyxy=(387,637,565,674)
divider xyxy=(66,1090,168,1091)
